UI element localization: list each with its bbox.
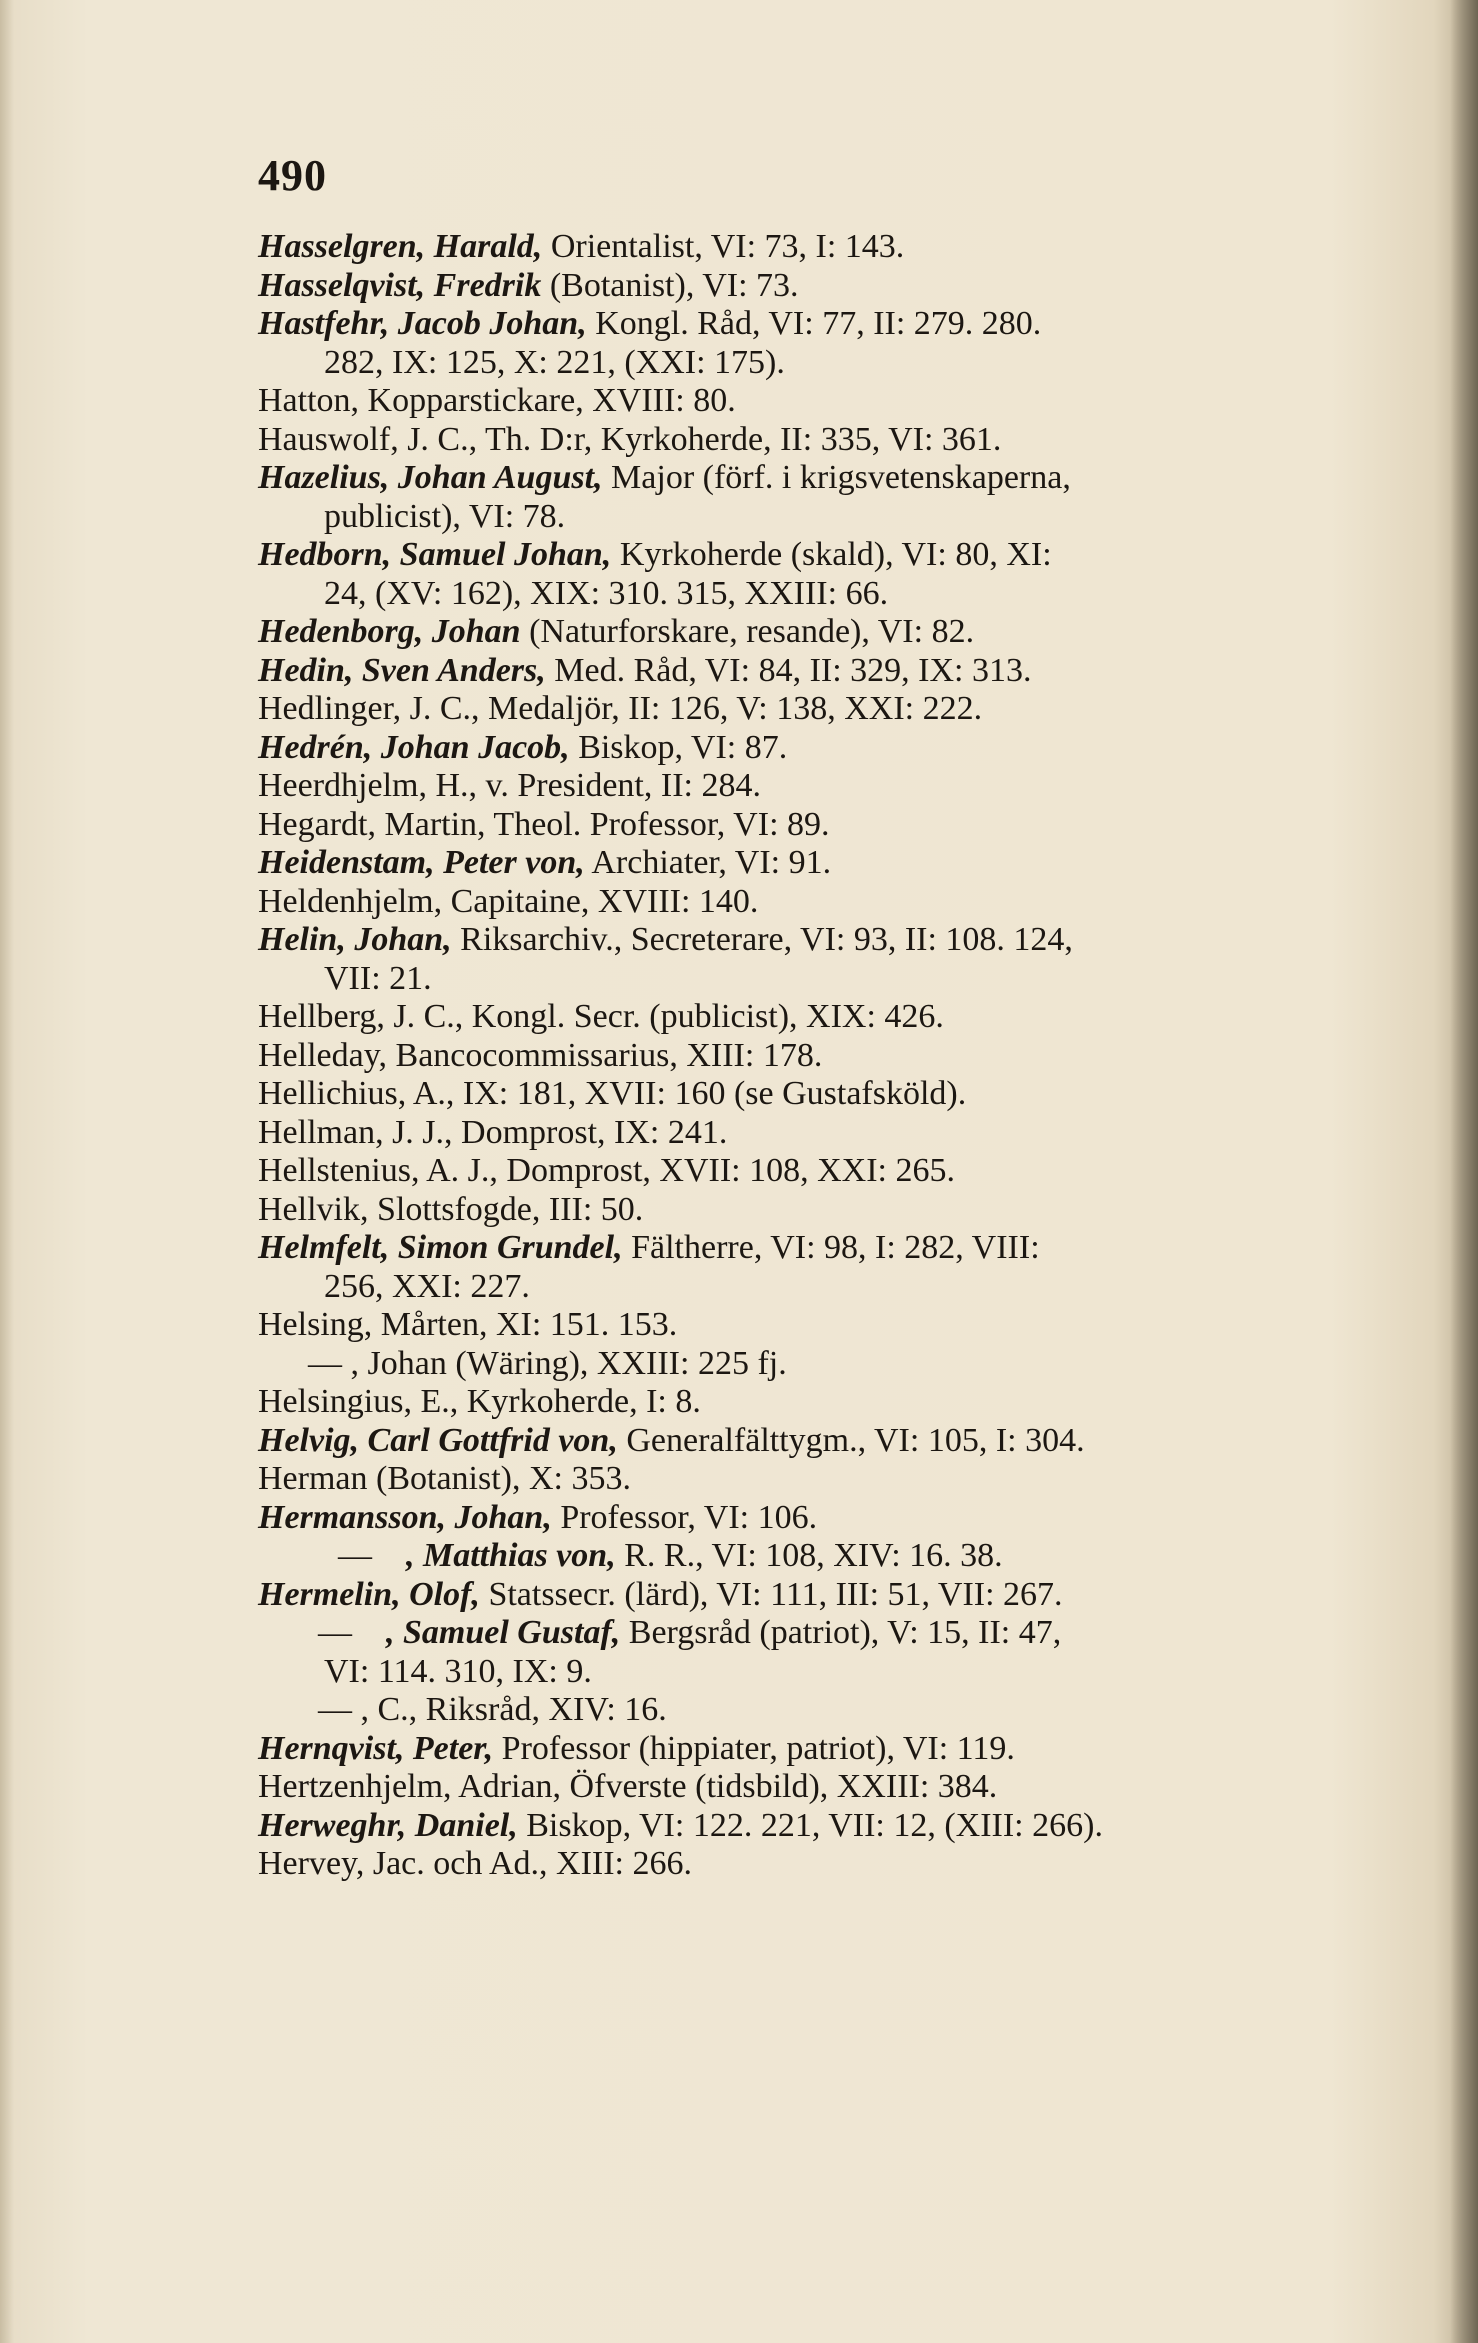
- index-entry: [258, 421, 1358, 460]
- entry-text: Biskop, VI: 87.: [569, 728, 788, 766]
- entry-line: [258, 1306, 1358, 1345]
- entry-text: Hellstenius, A. J., Domprost, XVII: 108, XXI: 265.: [258, 1152, 955, 1189]
- entry-text: Professor (hippiater, patriot), VI: 119.: [493, 1729, 1015, 1767]
- entry-text: Hatton, Kopparstickare, XVIII: 80.: [258, 382, 736, 419]
- entry-line: [258, 382, 1358, 421]
- entry-text: Hervey, Jac. och Ad., XIII: 266.: [258, 1845, 692, 1882]
- index-entry: [258, 613, 1358, 652]
- entry-line: [258, 305, 1358, 344]
- index-entry: [258, 1499, 1358, 1538]
- entry-text: (Naturforskare, resande), VI: 82.: [520, 613, 975, 650]
- entry-text: Hauswolf, J. C., Th. D:r, Kyrkoherde, II: 335, VI: 361.: [258, 420, 1002, 458]
- entry-line: [258, 1537, 1358, 1576]
- index-entry: [258, 1152, 1358, 1191]
- index-entry: [258, 382, 1358, 421]
- entry-text: Generalfälttygm., VI: 105, I: 304.: [617, 1421, 1085, 1459]
- entry-continuation-line: [258, 1653, 1358, 1692]
- entry-line: [258, 228, 1358, 267]
- index-entry: [258, 921, 1358, 998]
- entry-line: [258, 652, 1358, 691]
- entry-text: Hellberg, J. C., Kongl. Secr. (publicist), XIX: 426.: [258, 998, 944, 1035]
- entry-text: R. R., VI: 108, XIV: 16. 38.: [615, 1537, 1003, 1574]
- entry-text: Heerdhjelm, H., v. President, II: 284.: [258, 767, 761, 804]
- entry-continuation-line: [258, 498, 1358, 537]
- entry-line: [258, 1422, 1358, 1461]
- page-left-edge: [0, 0, 14, 2343]
- index-entry: [258, 1229, 1358, 1306]
- index-entry: [258, 1845, 1358, 1884]
- index-entry: [258, 1075, 1358, 1114]
- entry-line: [258, 1460, 1358, 1499]
- entry-text: Heldenhjelm, Capitaine, XVIII: 140.: [258, 882, 759, 920]
- index-entry: [258, 1460, 1358, 1499]
- entry-name: Hazelius, Johan August,: [258, 459, 603, 496]
- entry-name: Hedenborg, Johan: [258, 613, 521, 650]
- entry-line: [258, 421, 1358, 460]
- entry-line: [258, 1730, 1358, 1769]
- index-entry: [258, 1537, 1358, 1576]
- entry-line: [258, 1191, 1358, 1230]
- entry-line: [258, 1114, 1358, 1153]
- entry-line: [258, 767, 1358, 806]
- entry-line: [258, 844, 1358, 883]
- entry-text: Helleday, Bancocommissarius, XIII: 178.: [258, 1036, 823, 1074]
- index-entry: [258, 1383, 1358, 1422]
- entry-text: — , Johan (Wäring), XXIII: 225 fj.: [308, 1344, 787, 1382]
- index-entry: [258, 883, 1358, 922]
- entry-text: 256, XXI: 227.: [324, 1267, 530, 1305]
- entry-name: Hernqvist, Peter,: [258, 1729, 494, 1767]
- entry-name: Hermansson, Johan,: [258, 1498, 552, 1536]
- entry-line: [258, 1768, 1358, 1807]
- entry-line: [258, 267, 1358, 306]
- entry-continuation-line: [258, 1268, 1358, 1307]
- entry-line: [258, 1229, 1358, 1268]
- entry-text: Hellichius, A., IX: 181, XVII: 160 (se Gustafsköld).: [258, 1075, 967, 1112]
- entry-line: [258, 459, 1358, 498]
- index-entry: [258, 1730, 1358, 1769]
- entry-text: Hertzenhjelm, Adrian, Öfverste (tidsbild), XXIII: 384.: [258, 1768, 998, 1805]
- entry-text: Biskop, VI: 122. 221, VII: 12, (XIII: 266).: [517, 1806, 1103, 1844]
- entry-text: Major (förf. i krigsvetenskaperna,: [602, 459, 1071, 496]
- index-entry: [258, 1345, 1358, 1384]
- entry-name: Hedin, Sven Anders,: [258, 651, 546, 689]
- index-entry: [258, 1037, 1358, 1076]
- entry-name: Hedrén, Johan Jacob,: [258, 728, 570, 766]
- entry-line: [258, 883, 1358, 922]
- entry-name: Helvig, Carl Gottfrid von,: [258, 1421, 618, 1459]
- entry-text: Hedlinger, J. C., Medaljör, II: 126, V: 138, XXI: 222.: [258, 690, 983, 727]
- entry-line: [258, 1152, 1358, 1191]
- index-entry: [258, 305, 1358, 382]
- entry-text: Herman (Botanist), X: 353.: [258, 1460, 631, 1497]
- entry-name: Herweghr, Daniel,: [258, 1806, 518, 1844]
- entry-text: 282, IX: 125, X: 221, (XXI: 175).: [324, 343, 785, 381]
- index-entry: [258, 998, 1358, 1037]
- index-entry: [258, 767, 1358, 806]
- ditto-dash: —: [318, 1614, 352, 1651]
- entry-text: Helsing, Mårten, XI: 151. 153.: [258, 1306, 678, 1343]
- entry-continuation-line: [258, 575, 1358, 614]
- entry-name: Helin, Johan,: [258, 921, 452, 958]
- entry-name: Hasselqvist, Fredrik: [258, 266, 542, 304]
- index-entry: [258, 844, 1358, 883]
- entry-text: Professor, VI: 106.: [551, 1498, 818, 1536]
- index-entry: [258, 459, 1358, 536]
- entry-name: Helmfelt, Simon Grundel,: [258, 1229, 623, 1266]
- entry-text: Hellvik, Slottsfogde, III: 50.: [258, 1190, 644, 1228]
- entry-text: publicist), VI: 78.: [324, 497, 566, 535]
- entry-text: Hellman, J. J., Domprost, IX: 241.: [258, 1113, 728, 1151]
- entry-name: Hastfehr, Jacob Johan,: [258, 305, 587, 342]
- entry-text: (Botanist), VI: 73.: [541, 266, 799, 304]
- entry-text: Med. Råd, VI: 84, II: 329, IX: 313.: [545, 651, 1032, 689]
- entry-text: Fältherre, VI: 98, I: 282, VIII:: [622, 1229, 1040, 1266]
- entry-line: [258, 613, 1358, 652]
- index-entry: [258, 1114, 1358, 1153]
- entry-text: Hegardt, Martin, Theol. Professor, VI: 89.: [258, 805, 830, 843]
- entry-line: [258, 729, 1358, 768]
- index-entry: [258, 536, 1358, 613]
- entry-text: Statssecr. (lärd), VI: 111, III: 51, VII: 267.: [479, 1575, 1063, 1613]
- entry-continuation-line: [258, 344, 1358, 383]
- entry-line: [258, 1345, 1358, 1384]
- entry-text: VII: 21.: [324, 959, 432, 997]
- entry-line: [258, 921, 1358, 960]
- entry-name: , Matthias von,: [406, 1537, 616, 1574]
- entry-line: [258, 1845, 1358, 1884]
- entry-line: [258, 1383, 1358, 1422]
- entry-text: 24, (XV: 162), XIX: 310. 315, XXIII: 66.: [324, 574, 889, 612]
- entry-line: [258, 998, 1358, 1037]
- entry-line: [258, 1807, 1358, 1846]
- entry-name: Heidenstam, Peter von,: [258, 844, 585, 881]
- entry-continuation-line: [258, 960, 1358, 999]
- entry-name: , Samuel Gustaf,: [386, 1614, 621, 1651]
- index-entry: [258, 1807, 1358, 1846]
- index-entry: [258, 1614, 1358, 1691]
- index-entry: [258, 1422, 1358, 1461]
- entry-name: Hedborn, Samuel Johan,: [258, 536, 612, 573]
- entry-text: Orientalist, VI: 73, I: 143.: [542, 228, 905, 265]
- index-entry: [258, 1306, 1358, 1345]
- index-entry: [258, 729, 1358, 768]
- entry-line: [258, 1037, 1358, 1076]
- entry-line: [258, 690, 1358, 729]
- index-entry: [258, 1576, 1358, 1615]
- entry-text: Riksarchiv., Secreterare, VI: 93, II: 108. 124,: [451, 921, 1073, 958]
- page-right-edge: [1450, 0, 1478, 2343]
- entry-line: [258, 536, 1358, 575]
- entry-text: Kyrkoherde (skald), VI: 80, XI:: [611, 536, 1052, 573]
- entry-text: Bergsråd (patriot), V: 15, II: 47,: [620, 1614, 1062, 1651]
- index-entry: [258, 267, 1358, 306]
- index-entry: [258, 690, 1358, 729]
- ditto-dash: —: [338, 1537, 372, 1574]
- entry-text: Kongl. Råd, VI: 77, II: 279. 280.: [586, 305, 1042, 342]
- index-entries: [258, 228, 1358, 1884]
- entry-name: Hasselgren, Harald,: [258, 228, 543, 265]
- entry-line: [258, 1499, 1358, 1538]
- entry-line: [258, 1614, 1358, 1653]
- entry-line: [258, 1075, 1358, 1114]
- index-entry: [258, 228, 1358, 267]
- index-entry: [258, 1691, 1358, 1730]
- entry-name: Hermelin, Olof,: [258, 1575, 480, 1613]
- entry-text: Helsingius, E., Kyrkoherde, I: 8.: [258, 1383, 701, 1420]
- entry-text: VI: 114. 310, IX: 9.: [324, 1652, 592, 1690]
- page-number: 490: [258, 151, 327, 200]
- index-entry: [258, 1768, 1358, 1807]
- entry-line: [258, 1576, 1358, 1615]
- entry-line: [258, 1691, 1358, 1730]
- entry-text: Archiater, VI: 91.: [584, 844, 832, 881]
- index-entry: [258, 652, 1358, 691]
- entry-text: — , C., Riksråd, XIV: 16.: [318, 1691, 667, 1728]
- index-entry: [258, 806, 1358, 845]
- entry-line: [258, 806, 1358, 845]
- index-entry: [258, 1191, 1358, 1230]
